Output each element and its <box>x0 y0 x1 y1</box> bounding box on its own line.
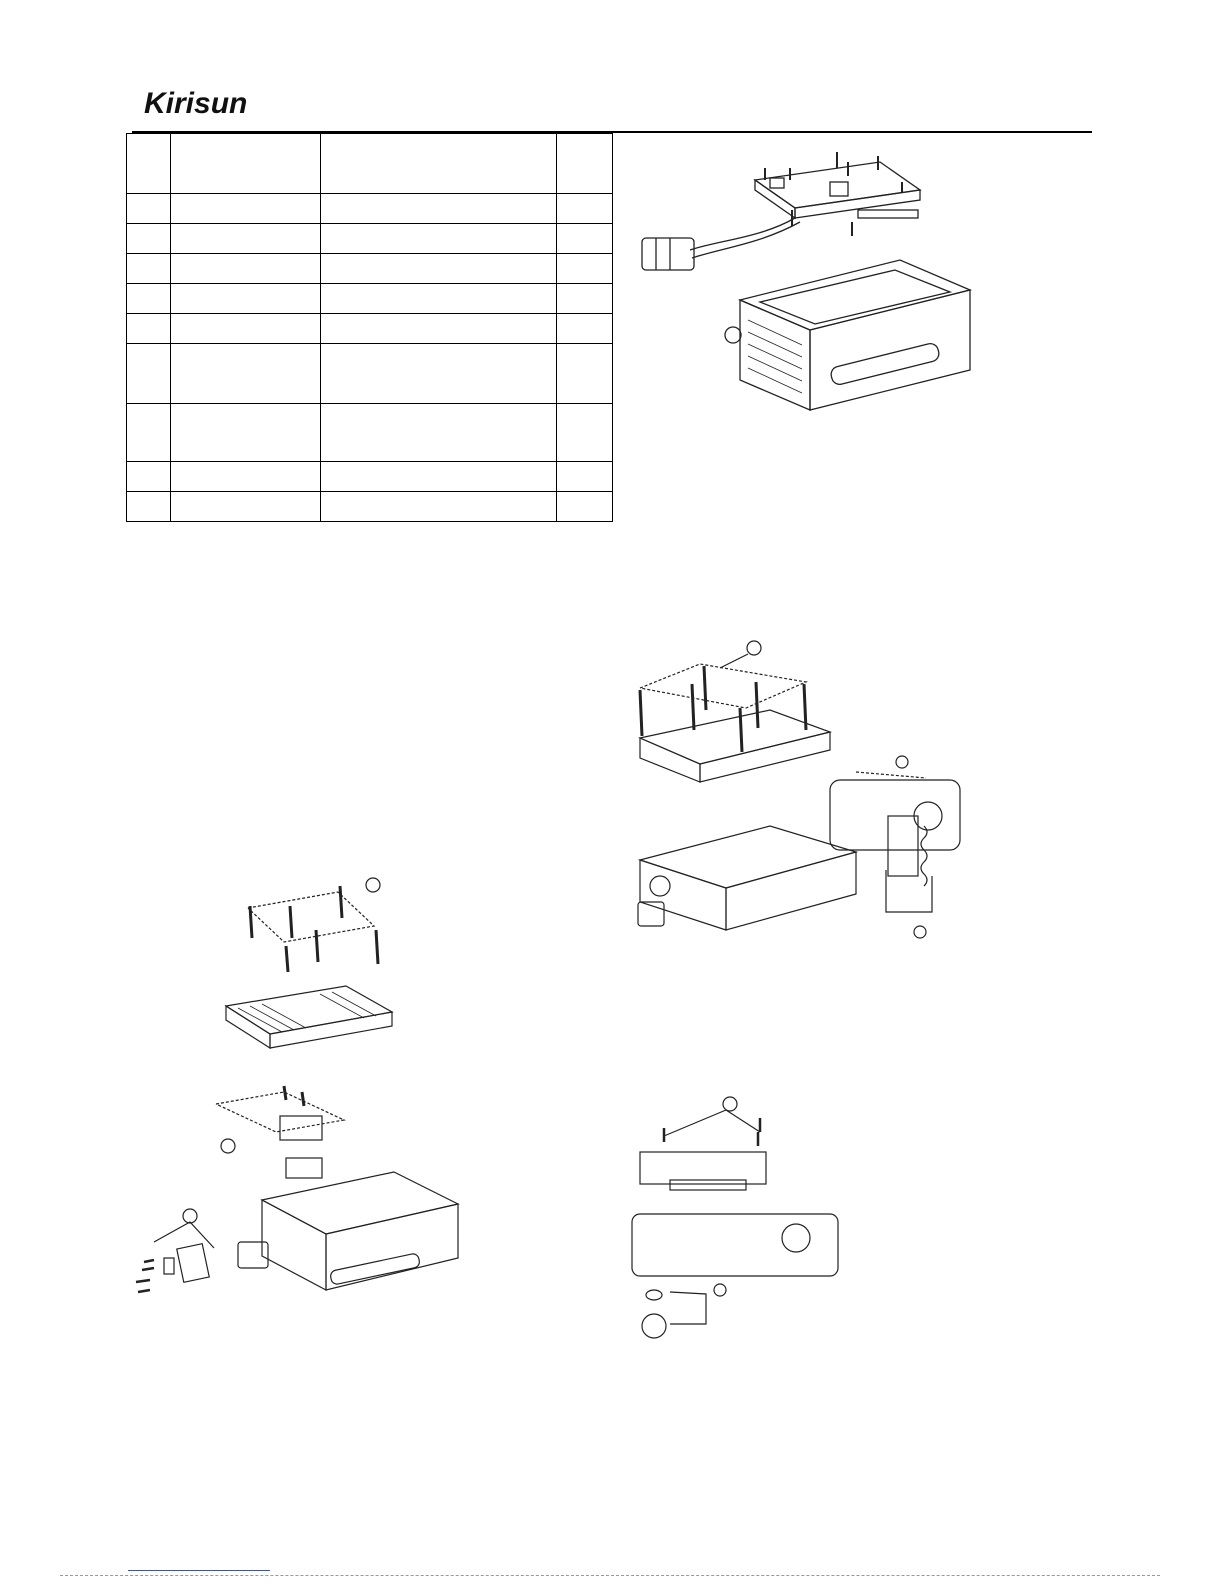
table-cell <box>171 284 321 314</box>
table-cell <box>171 134 321 194</box>
table-row <box>127 224 613 254</box>
table-cell <box>557 224 613 254</box>
table-row <box>127 284 613 314</box>
table-row <box>127 462 613 492</box>
table-cell <box>321 194 557 224</box>
table-cell <box>557 344 613 404</box>
table-row <box>127 404 613 462</box>
table-cell <box>171 462 321 492</box>
table-cell <box>321 492 557 522</box>
table-cell <box>321 404 557 462</box>
table-row <box>127 344 613 404</box>
table-cell <box>127 254 171 284</box>
callout-2-circle <box>896 756 908 768</box>
table-row <box>127 254 613 284</box>
callout-1-circle <box>366 878 380 892</box>
table-row <box>127 492 613 522</box>
callout-3-circle <box>914 926 926 938</box>
table-cell <box>171 492 321 522</box>
table-cell <box>127 224 171 254</box>
table-cell <box>127 134 171 194</box>
table-cell <box>321 344 557 404</box>
footer-rule <box>60 1575 1160 1576</box>
table-cell <box>557 492 613 522</box>
table-cell <box>321 314 557 344</box>
table-cell <box>557 462 613 492</box>
kirisun-logo <box>142 86 272 120</box>
table-cell <box>557 314 613 344</box>
table-cell <box>127 284 171 314</box>
footer-link-underline[interactable] <box>128 1570 270 1571</box>
table-cell <box>171 224 321 254</box>
table-cell <box>557 254 613 284</box>
table-cell <box>171 254 321 284</box>
figure-heatsink-front-panel <box>630 640 990 940</box>
table-row <box>127 314 613 344</box>
table-cell <box>171 314 321 344</box>
table-cell <box>127 194 171 224</box>
parts-table <box>126 133 613 522</box>
table-cell <box>557 134 613 194</box>
figure-exploded-view <box>130 870 470 1310</box>
table-cell <box>321 254 557 284</box>
table-cell <box>171 194 321 224</box>
table-cell <box>321 224 557 254</box>
table-row <box>127 134 613 194</box>
callout-3-circle <box>183 1209 197 1223</box>
table-cell <box>171 344 321 404</box>
callout-5-circle <box>723 1097 737 1111</box>
table-cell <box>127 462 171 492</box>
table-cell <box>321 462 557 492</box>
table-cell <box>127 492 171 522</box>
callout-1-circle <box>747 641 761 655</box>
logo-text: Kirisun <box>144 87 248 120</box>
table-cell <box>127 404 171 462</box>
table-cell <box>171 404 321 462</box>
table-cell <box>557 404 613 462</box>
callout-4-circle <box>714 1284 726 1296</box>
callout-2-circle <box>221 1139 235 1153</box>
figure-front-panel-knob <box>630 1090 850 1350</box>
table-cell <box>127 344 171 404</box>
table-cell <box>127 314 171 344</box>
table-row <box>127 194 613 224</box>
table-cell <box>557 194 613 224</box>
figure-pcb-chassis <box>630 140 990 430</box>
table-cell <box>321 134 557 194</box>
table-cell <box>557 284 613 314</box>
table-cell <box>321 284 557 314</box>
